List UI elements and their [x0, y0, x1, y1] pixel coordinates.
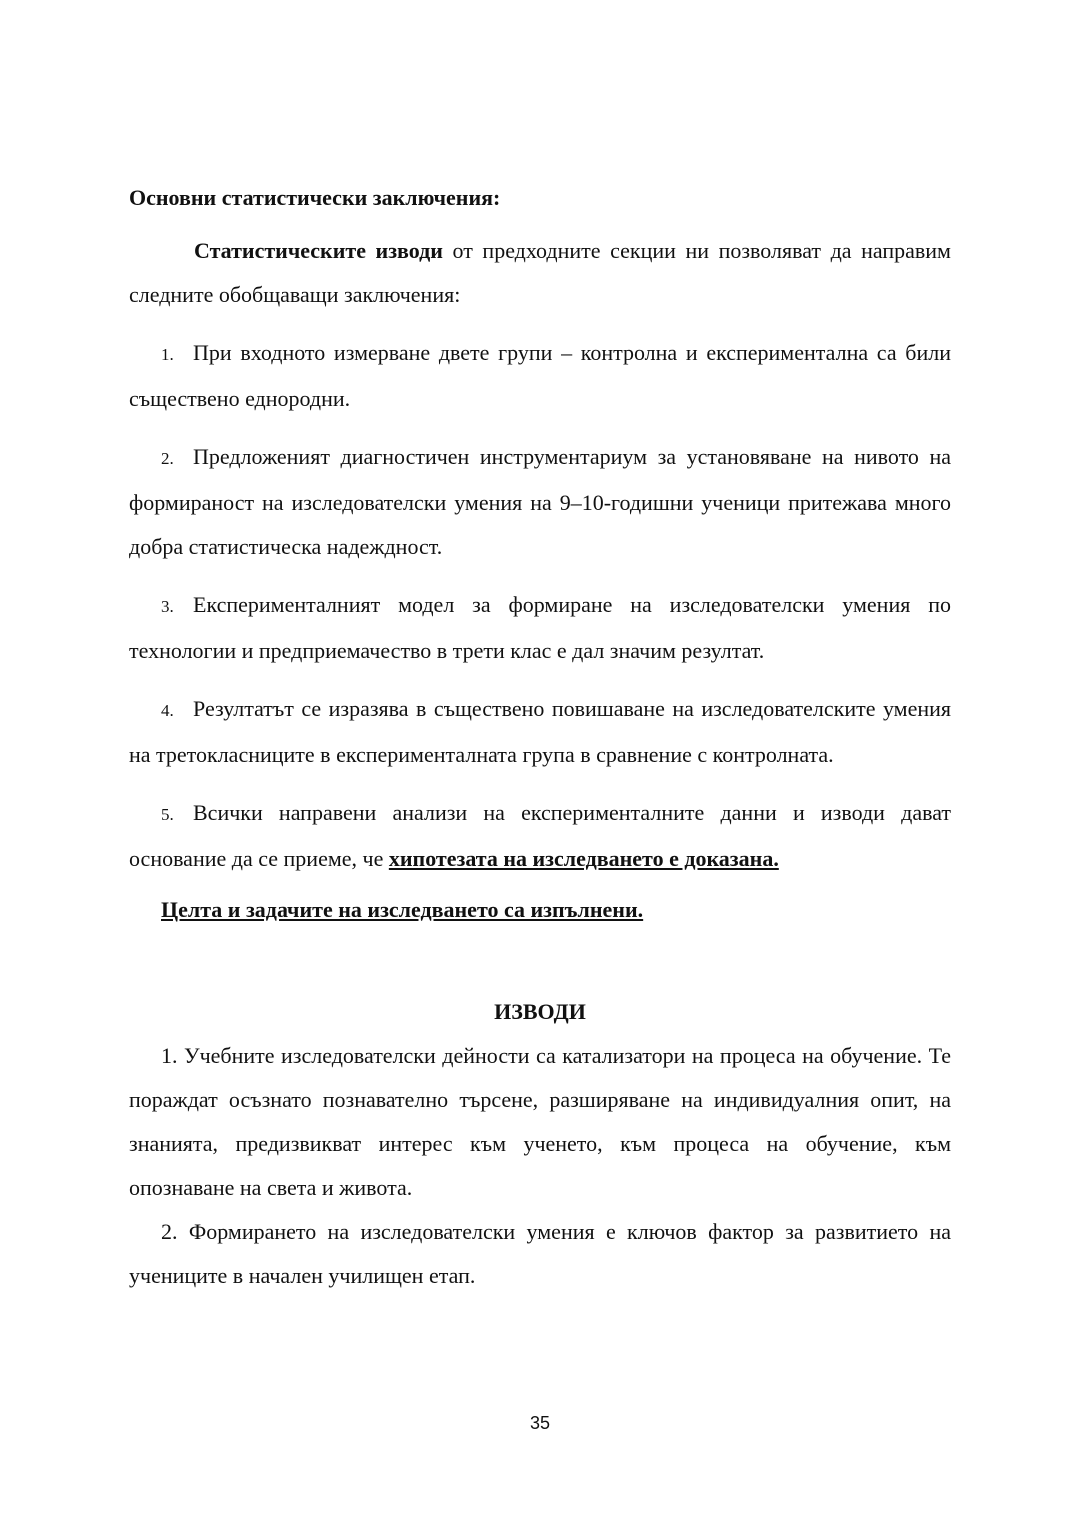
list-item-number: 4. — [161, 701, 174, 720]
section-heading: Основни статистически заключения: — [129, 185, 501, 210]
list-item-number: 1. — [161, 345, 174, 364]
list-item-text: Експерименталният модел за формиране на изследователски умения по технологии и предприемачество в трети клас е дал значим резултат. — [129, 592, 951, 663]
list-item-number: 2. — [161, 449, 174, 468]
list-item — [129, 791, 951, 881]
list-item — [129, 435, 951, 569]
conclusion-item: 2. Формирането на изследователски умения е ключов фактор за развитието на учениците в начален училищен етап. — [129, 1219, 951, 1288]
list-item-number: 5. — [161, 805, 174, 824]
list-item — [129, 687, 951, 777]
list-item — [129, 583, 951, 673]
intro-text: от предходните секции ни позволяват да направим следните обобщаващи заключения: — [129, 238, 951, 307]
hypothesis-statement: хипотезата на изследването е доказана. — [388, 846, 779, 871]
conclusion-item: 1. Учебните изследователски дейности са катализатори на процеса на обучение. Те пораждат осъзнато познавателно търсене, разширяване на индивидуалния опит, на знанията, предизвикват интерес към ученето, към процеса на обучение, към опознаване на света и живота. — [129, 1043, 951, 1200]
page-number: 35 — [529, 1413, 551, 1433]
list-item-text: Предложеният диагностичен инструментариум за установяване на нивото на формираност на изследователски умения на 9–10-годишни ученици притежава много добра статистическа надеждност. — [129, 444, 951, 559]
intro-bold-term: Статистическите изводи — [194, 238, 443, 263]
list-item-text: Всички направени анализи на експерименталните данни и изводи дават основание да се приеме, че — [129, 800, 951, 871]
list-item-number: 3. — [161, 597, 174, 616]
goal-statement: Целта и задачите на изследването са изпълнени. — [161, 897, 644, 922]
list-item-text: При входното измерване двете групи – контролна и експериментална са били съществено еднородни. — [129, 340, 951, 411]
document-body — [129, 183, 951, 1298]
list-item-text: Резултатът се изразява в съществено повишаване на изследователските умения на третокласниците в експерименталната група в сравнение с контролната. — [129, 696, 951, 767]
list-item — [129, 331, 951, 421]
conclusions-title: ИЗВОДИ — [494, 999, 586, 1024]
intro-paragraph — [129, 229, 951, 317]
